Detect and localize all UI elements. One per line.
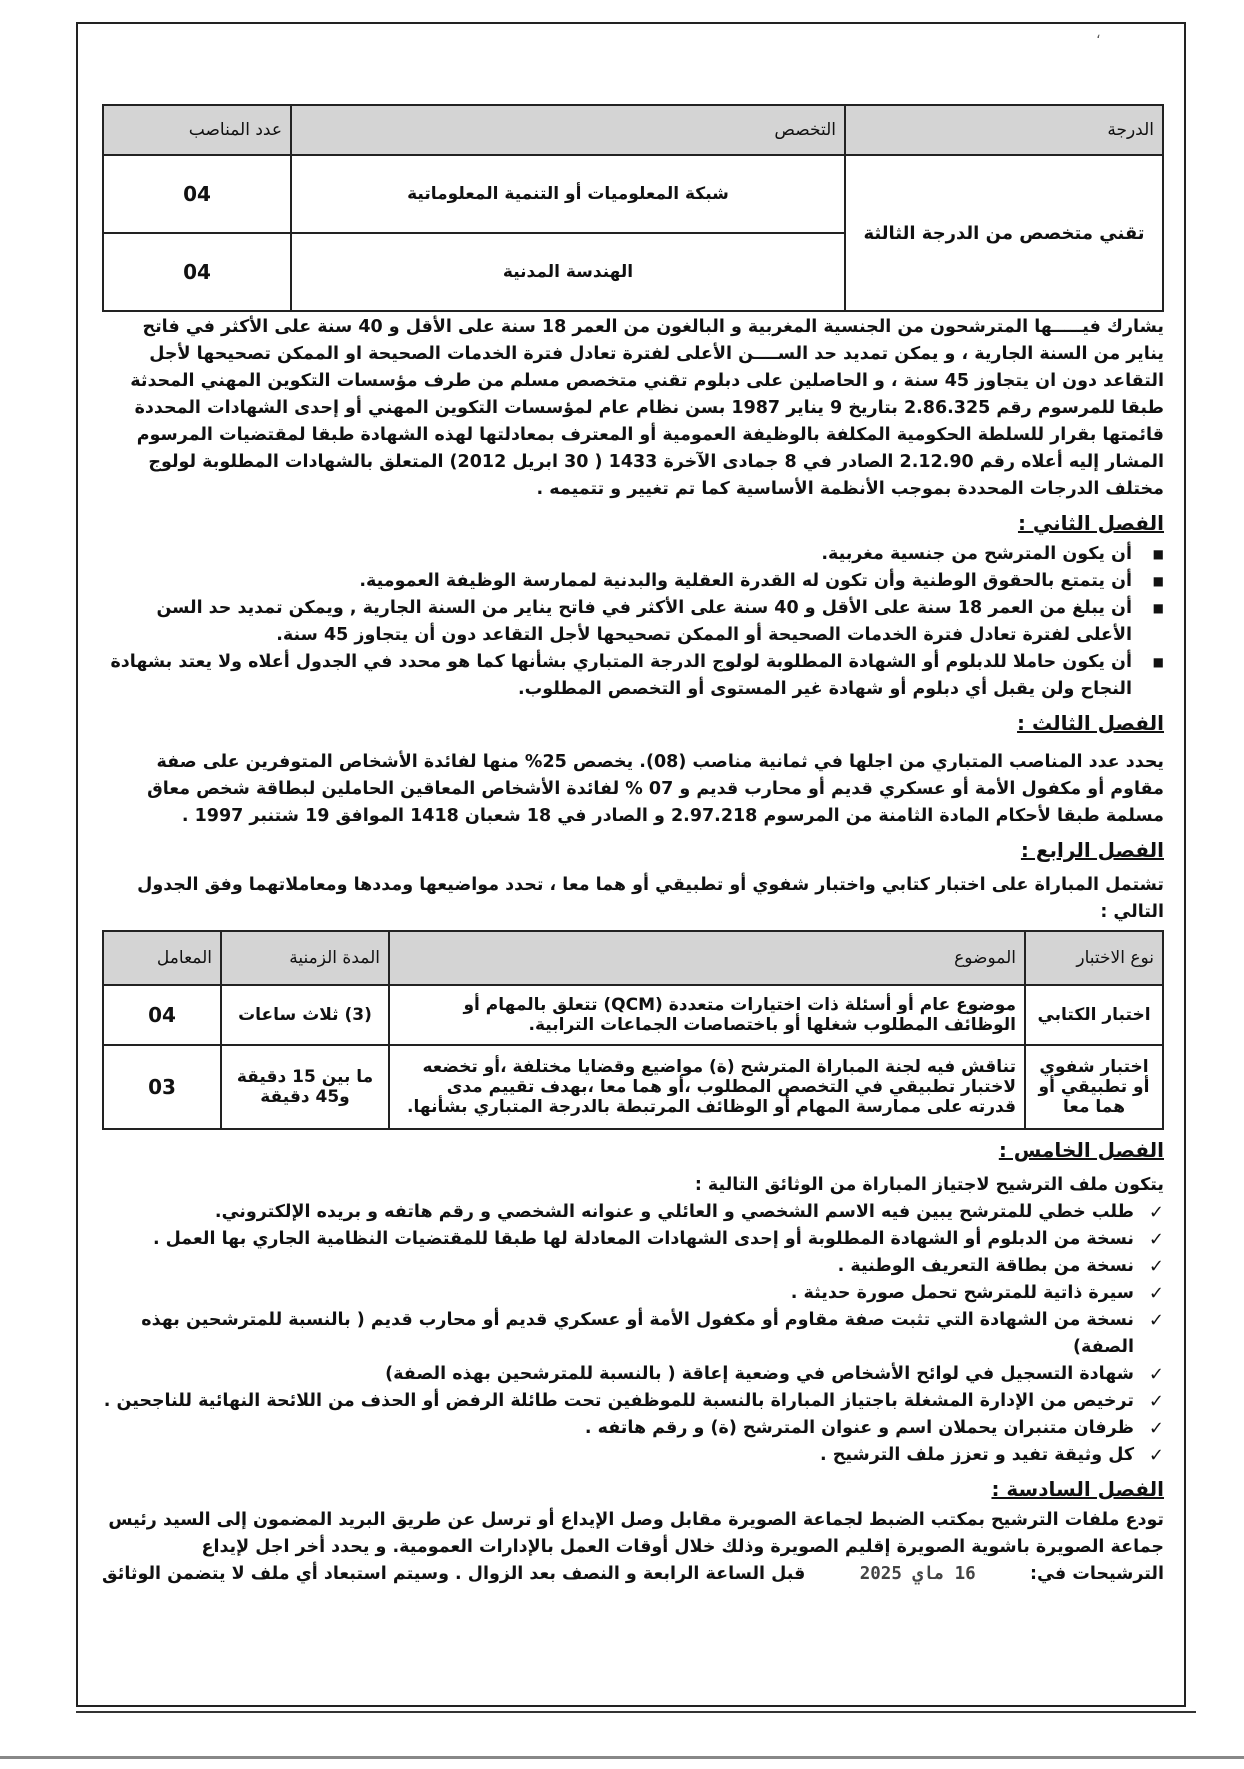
section2-list [102, 541, 1164, 703]
exam-table [102, 930, 1164, 1130]
deadline-text: قبل الساعة الرابعة و النصف بعد الزوال . وسيتم استبعاد أي ملف لا يتضمن الوثائق [102, 1564, 806, 1584]
header-duration: المدة الزمنية [221, 931, 389, 985]
exam-coefficient-cell: 04 [103, 985, 221, 1045]
section3-text: يحدد عدد المناصب المتباري من اجلها في ثمانية مناصب (08). يخصص 25% منها لفائدة الأشخاص المتوفرين على صفة مقاوم أو مكفول الأمة أو عسكري قديم أو محارب قديم و 07 % لفائدة الأشخاص المعاقين الحاملين لبطاقة شخص معاق مسلمة طبقا لأحكام المادة الثامنة من المرسوم 2.97.218 و الصادر في 18 شعبان 1418 الموافق 19 شتنبر 1997 . [147, 752, 1164, 826]
exam-duration-cell: ما بين 15 دقيقة و45 دقيقة [221, 1045, 389, 1129]
header-specialty: التخصص [291, 105, 845, 155]
bullet-icon: ■ [1152, 601, 1164, 615]
exam-subject-cell: تناقش فيه لجنة المباراة المترشح (ة) مواضيع وقضايا مختلفة ،أو تخضعه لاختبار تطبيقي في التخصص المطلوب ،أو هما معا ،بهدف تقييم مدى قدرته على ممارسة المهام أو الوظائف المرتبطة بالدرجة المتباري بشأنها. [389, 1045, 1025, 1129]
specialty-cell: الهندسة المدنية [291, 233, 845, 311]
list-item: ✓ نسخة من بطاقة التعريف الوطنية . [102, 1253, 1134, 1280]
scan-edge [0, 1756, 1244, 1759]
exam-coefficient-cell: 03 [103, 1045, 221, 1129]
specialty-cell: شبكة المعلوميات أو التنمية المعلوماتية [291, 155, 845, 233]
section5-intro: يتكون ملف الترشيح لاجتياز المباراة من الوثائق التالية : [694, 1175, 1164, 1195]
grade-cell: تقني متخصص من الدرجة الثالثة [845, 155, 1163, 311]
checkmark-icon: ✓ [1148, 1229, 1164, 1250]
list-item: ■ أن يبلغ من العمر 18 سنة على الأقل و 40 سنة على الأكثر في فاتح يناير من السنة الجارية , ويمكن تمديد حد السن الأعلى لفترة تعادل فترة الخدمات الصحيحة أو الممكن تصحيحها لأجل التقاعد دون أن يتجاوز 45 سنة. [102, 595, 1142, 649]
bullet-icon: ■ [1152, 655, 1164, 669]
list-item: ✓ شهادة التسجيل في لوائح الأشخاص في وضعية إعاقة ( بالنسبة للمترشحين بهذه الصفة) [102, 1361, 1134, 1388]
checkmark-icon: ✓ [1148, 1202, 1164, 1223]
list-item: ✓ طلب خطي للمترشح يبين فيه الاسم الشخصي و العائلي و عنوانه الشخصي و رقم هاتفه و بريده الإلكتروني. [102, 1199, 1134, 1226]
list-item: ■ أن يكون حاملا للدبلوم أو الشهادة المطلوبة لولوج الدرجة المتباري بشأنها كما هو محدد في الجدول أعلاه ولا يعتد بشهادة النجاح ولن يقبل أي دبلوم أو شهادة غير المستوى أو التخصص المطلوب. [102, 649, 1142, 703]
list-item: ✓ كل وثيقة تفيد و تعزز ملف الترشيح . [102, 1442, 1134, 1469]
bullet-icon: ■ [1152, 547, 1164, 561]
checkmark-icon: ✓ [1148, 1391, 1164, 1412]
list-item: ■ أن يتمتع بالحقوق الوطنية وأن تكون له القدرة العقلية والبدنية لممارسة الوظيفة العمومية. [102, 568, 1142, 595]
checkmark-icon: ✓ [1148, 1283, 1164, 1304]
section6-title: الفصل السادسة : [991, 1477, 1164, 1501]
document-body [102, 104, 1164, 1588]
header-grade: الدرجة [845, 105, 1163, 155]
posts-cell: 04 [103, 233, 291, 311]
checkmark-icon: ✓ [1148, 1310, 1164, 1331]
intro-paragraph: يشارك فيـــــها المترشحون من الجنسية المغربية و البالغون من العمر 18 سنة على الأقل و 40 سنة على الأكثر في فاتح يناير من السنة الجارية ، و يمكن تمديد حد الســــن الأعلى لفترة تعادل فترة الخدمات الصحيحة او الممكن تصحيحها لأجل التقاعد دون ان يتجاوز 45 سنة ، و الحاصلين على دبلوم تقني متخصص مسلم من طرف مؤسسات التكوين المهني المحدثة طبقا للمرسوم رقم 2.86.325 بتاريخ 9 يناير 1987 بسن نظام عام لمؤسسات التكوين المهني أو إحدى الشهادات المحددة قائمتها بقرار للسلطة الحكومية المكلفة بالوظيفة العمومية أو المعترف بمعادلتها لهذه الشهادة طبقا لمقتضيات المرسوم المشار إليه أعلاه رقم 2.12.90 الصادر في 8 جمادى الآخرة 1433 ( 30 ابريل 2012) المتعلق بالشهادات المطلوبة لولوج مختلف الدرجات المحددة بموجب الأنظمة الأساسية كما تم تغيير و تتميمه . [130, 317, 1164, 499]
section3-title: الفصل الثالث : [1017, 711, 1164, 735]
corner-mark: ، [1096, 26, 1101, 42]
header-posts: عدد المناصب [103, 105, 291, 155]
positions-table [102, 104, 1164, 312]
section5-title: الفصل الخامس : [998, 1138, 1164, 1162]
section5-list [102, 1199, 1164, 1469]
section4-title: الفصل الرابع : [1020, 838, 1164, 862]
exam-subject-cell: موضوع عام أو أسئلة ذات اختيارات متعددة (QCM) تتعلق بالمهام أو الوظائف المطلوب شغلها أو باختصاصات الجماعات الترابية. [389, 985, 1025, 1045]
exam-duration-cell: (3) ثلاث ساعات [221, 985, 389, 1045]
header-coefficient: المعامل [103, 931, 221, 985]
exam-type-cell: اختبار الكتابي [1025, 985, 1163, 1045]
header-subject: الموضوع [389, 931, 1025, 985]
bullet-icon: ■ [1152, 574, 1164, 588]
deadline-label: الترشيحات في: [1030, 1564, 1164, 1584]
date-stamp: 16 ماي 2025 [859, 1564, 976, 1584]
bottom-rule [76, 1711, 1196, 1713]
checkmark-icon: ✓ [1148, 1256, 1164, 1277]
header-exam-type: نوع الاختبار [1025, 931, 1163, 985]
list-item: ✓ نسخة من الدبلوم أو الشهادة المطلوبة أو إحدى الشهادات المعادلة لها طبقا للمقتضيات النظامية الجاري بها العمل . [102, 1226, 1134, 1253]
section6-text: تودع ملفات الترشيح بمكتب الضبط لجماعة الصويرة مقابل وصل الإيداع أو ترسل عن طريق البريد المضمون إلى السيد رئيس جماعة الصويرة باشوية الصويرة إقليم الصويرة وذلك خلال أوقات العمل بالإدارات العمومية. و يحدد أخر اجل لإيداع [108, 1510, 1164, 1557]
section2-title: الفصل الثاني : [1017, 511, 1164, 535]
list-item: ✓ سيرة ذاتية للمترشح تحمل صورة حديثة . [102, 1280, 1134, 1307]
deadline-line [102, 1561, 1164, 1588]
posts-cell: 04 [103, 155, 291, 233]
checkmark-icon: ✓ [1148, 1445, 1164, 1466]
section4-text: تشتمل المباراة على اختبار كتابي واختبار شفوي أو تطبيقي أو هما معا ، تحدد مواضيعها ومددها ومعاملاتهما وفق الجدول التالي : [137, 875, 1164, 922]
exam-type-cell: اختبار شفوي أو تطبيقي أو هما معا [1025, 1045, 1163, 1129]
list-item: ✓ ترخيص من الإدارة المشغلة باجتياز المباراة بالنسبة للموظفين تحت طائلة الرفض أو الحذف من اللائحة النهائية للناجحين . [102, 1388, 1134, 1415]
checkmark-icon: ✓ [1148, 1418, 1164, 1439]
list-item: ✓ ظرفان متنبران يحملان اسم و عنوان المترشح (ة) و رقم هاتفه . [102, 1415, 1134, 1442]
list-item: ✓ نسخة من الشهادة التي تثبت صفة مقاوم أو مكفول الأمة أو عسكري قديم أو محارب قديم ( بالنسبة للمترشحين بهذه الصفة) [102, 1307, 1134, 1361]
checkmark-icon: ✓ [1148, 1364, 1164, 1385]
list-item: ■ أن يكون المترشح من جنسية مغربية. [102, 541, 1142, 568]
